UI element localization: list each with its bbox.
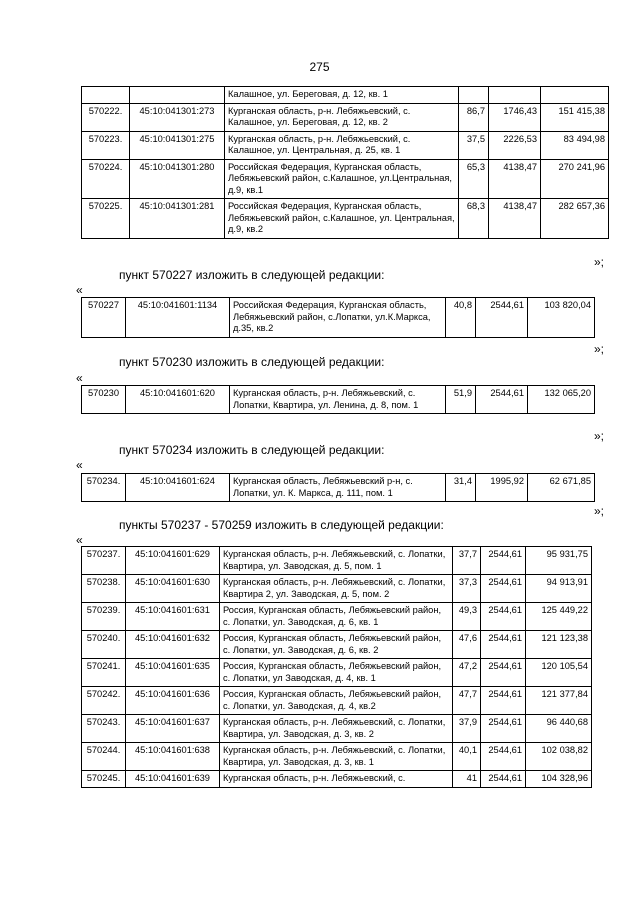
area-cell: 51,9: [446, 386, 476, 414]
cadastral-number-cell: 45:10:041301:280: [130, 159, 225, 199]
table-row: [82, 199, 609, 239]
property-table-3: [81, 385, 595, 414]
address-cell: Курганская область, р-н. Лебяжьевский, с. Лопатки, Квартира, ул. Ленина, д. 8, пом. 1: [230, 386, 446, 414]
area-cell: 68,3: [459, 199, 489, 239]
area-cell: 40,1: [453, 743, 481, 771]
table-row: [82, 603, 592, 631]
row-number-cell: 570245.: [82, 771, 126, 788]
row-number-cell: 570237.: [82, 547, 126, 575]
row-number-cell: 570241.: [82, 659, 126, 687]
cadastral-value-cell: 121 123,38: [526, 631, 592, 659]
row-number-cell: 570238.: [82, 575, 126, 603]
unit-price-cell: 2544,61: [481, 687, 526, 715]
area-cell: 47,6: [453, 631, 481, 659]
table-row: [82, 474, 595, 502]
close-quote: »;: [594, 429, 605, 443]
cadastral-value-cell: 125 449,22: [526, 603, 592, 631]
table-row: [82, 743, 592, 771]
cadastral-value-cell: 96 440,68: [526, 715, 592, 743]
instruction-570234: пункт 570234 изложить в следующей редакции:: [119, 443, 385, 457]
table-row: [82, 103, 609, 131]
unit-price-cell: 2544,61: [481, 631, 526, 659]
area-cell: 65,3: [459, 159, 489, 199]
property-table-5: [81, 546, 592, 788]
table-row: [82, 298, 595, 338]
cadastral-value-cell: 104 328,96: [526, 771, 592, 788]
unit-price-cell: 2544,61: [476, 298, 528, 338]
cadastral-number-cell: 45:10:041601:620: [126, 386, 230, 414]
area-cell: 47,7: [453, 687, 481, 715]
address-cell: Курганская область, р-н. Лебяжьевский, с. Калашное, ул. Центральная, д. 25, кв. 1: [225, 131, 459, 159]
address-cell: Курганская область, Лебяжьевский р-н, с. Лопатки, ул. К. Маркса, д. 111, пом. 1: [230, 474, 446, 502]
unit-price-cell: 2544,61: [481, 603, 526, 631]
property-table-2: [81, 297, 595, 338]
property-table-1: [81, 86, 609, 239]
address-cell: Курганская область, р-н. Лебяжьевский, с.: [220, 771, 453, 788]
address-cell: Россия, Курганская область, Лебяжьевский район, с. Лопатки, ул. Заводская, д. 6, кв. 2: [220, 631, 453, 659]
cadastral-number-cell: 45:10:041601:632: [126, 631, 220, 659]
table-row: [82, 131, 609, 159]
unit-price-cell: 2544,61: [481, 547, 526, 575]
area-cell: 37,7: [453, 547, 481, 575]
table-row: [82, 547, 592, 575]
address-cell: Курганская область, р-н. Лебяжьевский, с. Лопатки, Квартира, ул. Заводская, д. 3, кв. 1: [220, 743, 453, 771]
address-cell: Россия, Курганская область, Лебяжьевский район, с. Лопатки, ул. Заводская, д. 6, кв. 1: [220, 603, 453, 631]
row-number-cell: 570224.: [82, 159, 130, 199]
unit-price-cell: 4138,47: [489, 199, 541, 239]
table-row: [82, 715, 592, 743]
row-number-cell: 570230: [82, 386, 126, 414]
unit-price-cell: 1746,43: [489, 103, 541, 131]
table-row: [82, 631, 592, 659]
instruction-570237-570259: пункты 570237 - 570259 изложить в следующей редакции:: [119, 518, 444, 532]
unit-price-cell: 2544,61: [481, 715, 526, 743]
address-cell: Курганская область, р-н. Лебяжьевский, с. Лопатки, Квартира 2, ул. Заводская, д. 5, пом. 2: [220, 575, 453, 603]
table-row: [82, 386, 595, 414]
cadastral-number-cell: [130, 87, 225, 104]
cadastral-number-cell: 45:10:041601:636: [126, 687, 220, 715]
cadastral-number-cell: 45:10:041301:273: [130, 103, 225, 131]
unit-price-cell: 2544,61: [481, 575, 526, 603]
row-number-cell: 570242.: [82, 687, 126, 715]
cadastral-number-cell: 45:10:041601:630: [126, 575, 220, 603]
cadastral-number-cell: 45:10:041301:281: [130, 199, 225, 239]
address-cell: Калашное, ул. Береговая, д. 12, кв. 1: [225, 87, 459, 104]
open-quote: «: [76, 458, 83, 472]
area-cell: 37,5: [459, 131, 489, 159]
open-quote: «: [76, 283, 83, 297]
address-cell: Курганская область, р-н. Лебяжьевский, с. Лопатки, Квартира, ул. Заводская, д. 5, пом. 1: [220, 547, 453, 575]
cadastral-value-cell: 120 105,54: [526, 659, 592, 687]
address-cell: Россия, Курганская область, Лебяжьевский район, с. Лопатки, ул Заводская, д. 4, кв. 1: [220, 659, 453, 687]
unit-price-cell: 4138,47: [489, 159, 541, 199]
close-quote: »;: [594, 504, 605, 518]
cadastral-value-cell: [541, 87, 609, 104]
cadastral-number-cell: 45:10:041601:638: [126, 743, 220, 771]
address-cell: Курганская область, р-н. Лебяжьевский, с. Калашное, ул. Береговая, д. 12, кв. 2: [225, 103, 459, 131]
cadastral-value-cell: 103 820,04: [528, 298, 595, 338]
row-number-cell: 570244.: [82, 743, 126, 771]
unit-price-cell: 2226,53: [489, 131, 541, 159]
cadastral-value-cell: 83 494,98: [541, 131, 609, 159]
cadastral-number-cell: 45:10:041601:637: [126, 715, 220, 743]
cadastral-number-cell: 45:10:041601:635: [126, 659, 220, 687]
row-number-cell: 570223.: [82, 131, 130, 159]
close-quote: »;: [594, 342, 605, 356]
cadastral-value-cell: 270 241,96: [541, 159, 609, 199]
address-cell: Россия, Курганская область, Лебяжьевский район, с. Лопатки, ул. Заводская, д. 4, кв.2: [220, 687, 453, 715]
unit-price-cell: 2544,61: [481, 659, 526, 687]
address-cell: Курганская область, р-н. Лебяжьевский, с. Лопатки, Квартира, ул. Заводская, д. 3, кв. 2: [220, 715, 453, 743]
unit-price-cell: 2544,61: [481, 771, 526, 788]
cadastral-number-cell: 45:10:041601:629: [126, 547, 220, 575]
cadastral-value-cell: 102 038,82: [526, 743, 592, 771]
area-cell: 40,8: [446, 298, 476, 338]
instruction-570230: пункт 570230 изложить в следующей редакции:: [119, 355, 385, 369]
table-row: [82, 575, 592, 603]
table-row: [82, 659, 592, 687]
address-cell: Российская Федерация, Курганская область, Лебяжьевский район, с.Лопатки, ул.К.Маркса, д.35, кв.2: [230, 298, 446, 338]
row-number-cell: 570225.: [82, 199, 130, 239]
instruction-570227: пункт 570227 изложить в следующей редакции:: [119, 268, 385, 282]
area-cell: 37,9: [453, 715, 481, 743]
cadastral-value-cell: 282 657,36: [541, 199, 609, 239]
cadastral-number-cell: 45:10:041601:631: [126, 603, 220, 631]
cadastral-number-cell: 45:10:041601:639: [126, 771, 220, 788]
area-cell: 37,3: [453, 575, 481, 603]
address-cell: Российская Федерация, Курганская область, Лебяжьевский район, с.Калашное, ул. Центральная, д.9, кв.2: [225, 199, 459, 239]
unit-price-cell: 2544,61: [476, 386, 528, 414]
unit-price-cell: 2544,61: [481, 743, 526, 771]
table-row: [82, 87, 609, 104]
unit-price-cell: 1995,92: [476, 474, 528, 502]
cadastral-number-cell: 45:10:041601:624: [126, 474, 230, 502]
area-cell: 86,7: [459, 103, 489, 131]
row-number-cell: 570227: [82, 298, 126, 338]
cadastral-value-cell: 94 913,91: [526, 575, 592, 603]
cadastral-number-cell: 45:10:041301:275: [130, 131, 225, 159]
area-cell: 47,2: [453, 659, 481, 687]
table-row: [82, 771, 592, 788]
open-quote: «: [76, 533, 83, 547]
cadastral-value-cell: 62 671,85: [528, 474, 595, 502]
close-quote: »;: [594, 255, 605, 269]
row-number-cell: 570243.: [82, 715, 126, 743]
unit-price-cell: [489, 87, 541, 104]
row-number-cell: [82, 87, 130, 104]
area-cell: [459, 87, 489, 104]
area-cell: 31,4: [446, 474, 476, 502]
area-cell: 49,3: [453, 603, 481, 631]
cadastral-value-cell: 132 065,20: [528, 386, 595, 414]
cadastral-value-cell: 151 415,38: [541, 103, 609, 131]
cadastral-value-cell: 95 931,75: [526, 547, 592, 575]
row-number-cell: 570240.: [82, 631, 126, 659]
open-quote: «: [76, 371, 83, 385]
table-row: [82, 687, 592, 715]
row-number-cell: 570222.: [82, 103, 130, 131]
row-number-cell: 570234.: [82, 474, 126, 502]
page-number: 275: [309, 60, 330, 74]
cadastral-value-cell: 121 377,84: [526, 687, 592, 715]
property-table-4: [81, 473, 595, 502]
table-row: [82, 159, 609, 199]
address-cell: Российская Федерация, Курганская область, Лебяжьевский район, с.Калашное, ул.Центральная, д.9, кв.1: [225, 159, 459, 199]
area-cell: 41: [453, 771, 481, 788]
row-number-cell: 570239.: [82, 603, 126, 631]
cadastral-number-cell: 45:10:041601:1134: [126, 298, 230, 338]
